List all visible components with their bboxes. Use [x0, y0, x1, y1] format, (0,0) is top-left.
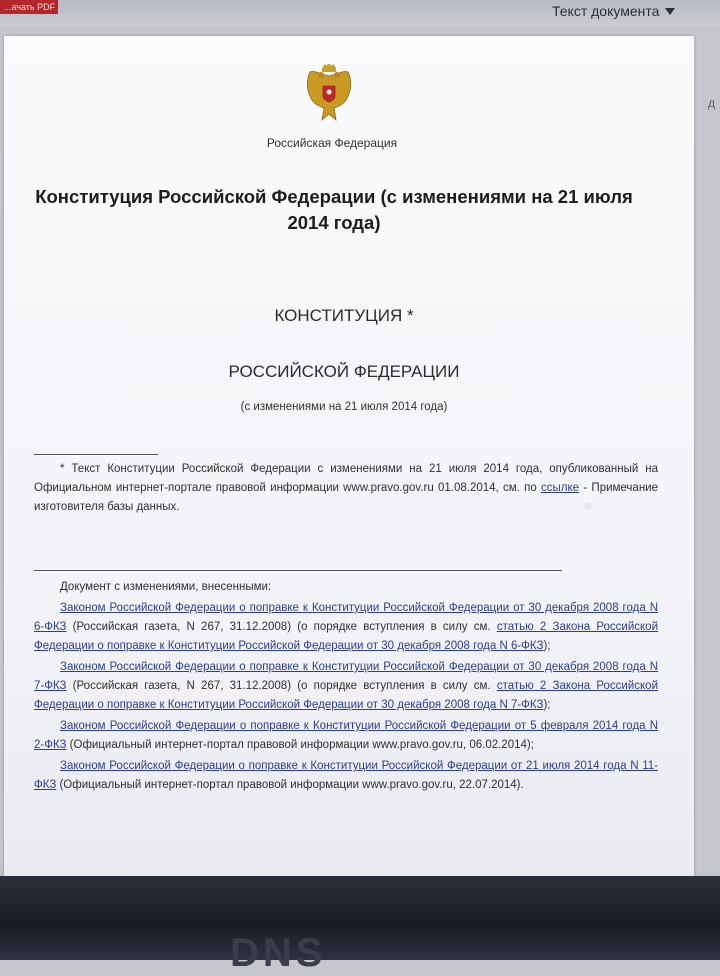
law-item: [34, 658, 658, 715]
changes-divider: [34, 570, 562, 571]
law-item: [34, 757, 658, 795]
law-source: (Российская газета, N 267, 31.12.2008) (о порядке вступления в силу см.: [66, 680, 497, 692]
view-mode-label: Текст документа: [552, 3, 660, 19]
monitor-bezel: [0, 876, 720, 975]
amendments-note: (с изменениями на 21 июля 2014 года): [240, 401, 448, 413]
document-title: Конституция Российской Федерации (с изменениями на 21 июля 2014 года): [35, 186, 633, 233]
changes-intro: Документ с изменениями, внесенными:: [60, 581, 272, 593]
coat-of-arms-icon: [302, 64, 356, 126]
document-page: [4, 36, 694, 878]
heading-federation: РОССИЙСКОЙ ФЕДЕРАЦИИ: [228, 362, 460, 381]
monitor-brand-logo: DNS: [230, 931, 327, 975]
country-label: Российская Федерация: [266, 136, 398, 150]
footnote-text-part1: * Текст Конституции Российской Федерации с изменениями на 21 июля 2014 года, опубликованный на Официальном интернет-портале правовой информации www.pravo.gov.ru 01.08.2014, см. по: [34, 463, 658, 494]
changes-section: [34, 578, 658, 795]
law-link[interactable]: Законом Российской Федерации о поправке к Конституции Российской Федерации от 30 декабря 2008 года N 6-ФКЗ: [34, 602, 658, 633]
footnote-text-part2: - Примечание изготовителя базы данных.: [34, 482, 658, 513]
app-toolbar: [0, 0, 720, 26]
law-tail: );: [543, 699, 551, 711]
law-link[interactable]: Законом Российской Федерации о поправке к Конституции Российской Федерации от 5 февраля 2014 года N 2-ФКЗ: [34, 720, 658, 751]
law-link[interactable]: Законом Российской Федерации о поправке к Конституции Российской Федерации от 21 июля 2014 года N 11-ФКЗ: [34, 760, 658, 791]
side-panel-text: д: [708, 96, 716, 110]
footnote-paragraph: [34, 460, 658, 517]
view-mode-dropdown[interactable]: [552, 1, 675, 21]
law-item: [34, 717, 658, 755]
law-tail: );: [543, 640, 551, 652]
glare-spot: [584, 502, 592, 510]
footnote-link[interactable]: ссылке: [541, 482, 580, 494]
law-article-link[interactable]: статью 2 Закона Российской Федерации о поправке к Конституции Российской Федерации от 30 декабря 2008 года N 7-ФКЗ: [34, 680, 658, 711]
law-source: (Официальный интернет-портал правовой информации www.pravo.gov.ru, 06.02.2014);: [66, 739, 534, 751]
law-item: [34, 599, 658, 656]
heading-constitution: КОНСТИТУЦИЯ *: [274, 306, 414, 325]
caret-down-icon: [665, 8, 675, 15]
law-source: (Официальный интернет-портал правовой информации www.pravo.gov.ru, 22.07.2014).: [56, 779, 524, 791]
download-pdf-button[interactable]: ...ачать PDF: [0, 0, 58, 14]
law-link[interactable]: Законом Российской Федерации о поправке к Конституции Российской Федерации от 30 декабря 2008 года N 7-ФКЗ: [34, 661, 658, 692]
footnote-divider: [34, 454, 158, 455]
law-source: (Российская газета, N 267, 31.12.2008) (о порядке вступления в силу см.: [66, 621, 497, 633]
law-article-link[interactable]: статью 2 Закона Российской Федерации о поправке к Конституции Российской Федерации от 30 декабря 2008 года N 6-ФКЗ: [34, 621, 658, 652]
